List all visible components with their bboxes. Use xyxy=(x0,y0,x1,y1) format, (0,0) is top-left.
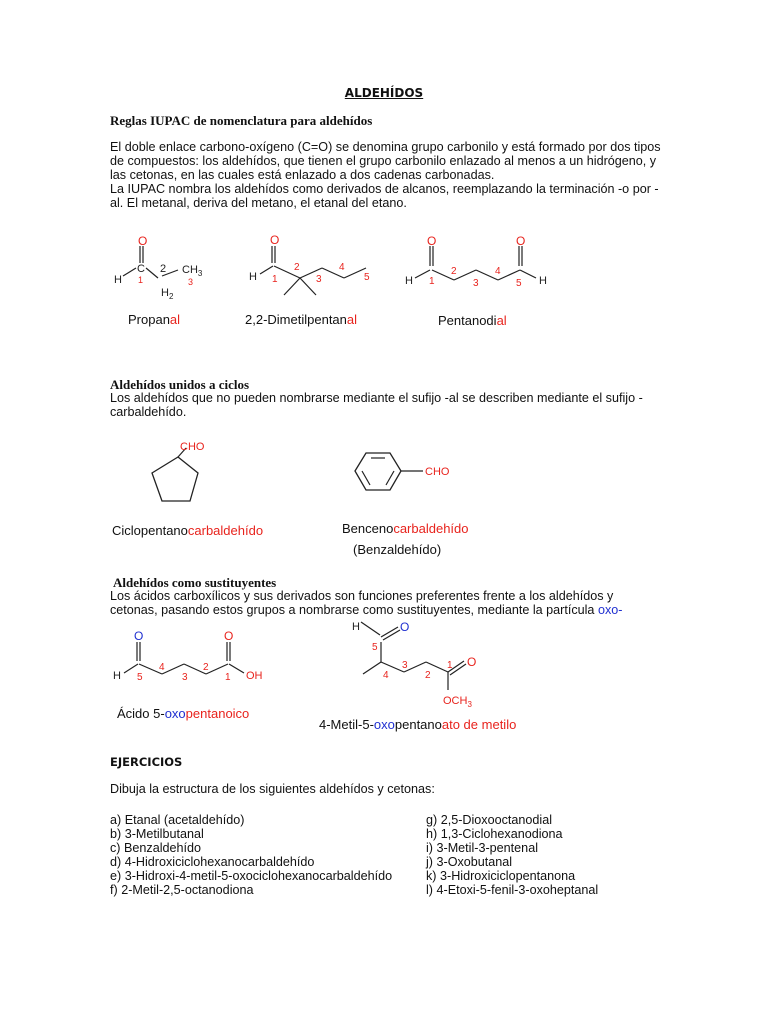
pentanodial-label: Pentanodial xyxy=(438,313,507,328)
paragraph: Los ácidos carboxílicos y sus derivados son funciones preferentes frente a los aldehídos y cetonas, pasando estos grupos a nombrarse como sustituyentes, mediante la partícula xyxy=(110,589,614,617)
hydrogen-atom: H xyxy=(352,621,360,633)
list-item: j) 3-Oxobutanal xyxy=(426,855,513,869)
carbon-number: 1 xyxy=(225,672,231,683)
ciclopentanocarbaldehido-structure xyxy=(140,435,240,515)
carbon-number: 3 xyxy=(188,277,194,287)
pentanodial-structure xyxy=(400,230,560,305)
carbon-number: 3 xyxy=(402,660,408,671)
carbon-number: 5 xyxy=(516,278,522,289)
oh-group: OH xyxy=(246,670,263,682)
list-item: a) Etanal (acetaldehído) xyxy=(110,813,245,827)
section-sustituyentes-text xyxy=(110,589,650,617)
propanal-structure xyxy=(108,230,218,305)
carbon-number: 1 xyxy=(138,275,144,285)
dimetilpentanal-structure xyxy=(240,230,380,305)
hydrogen-atom: H xyxy=(113,670,121,682)
hydrogen-atom: H xyxy=(539,275,547,287)
carbon-number: 3 xyxy=(316,274,322,285)
bencenocarbaldehido-label: Bencenocarbaldehído xyxy=(342,521,469,536)
list-item: g) 2,5-Dioxooctanodial xyxy=(426,813,553,827)
carbon-number: 4 xyxy=(383,670,389,681)
dimetilpentanal-label: 2,2-Dimetilpentanal xyxy=(245,312,358,327)
exercise-list-left xyxy=(110,813,392,897)
hydrogen-atom: H xyxy=(114,274,122,286)
carbon-number: 3 xyxy=(182,672,188,683)
paragraph: La IUPAC nombra los aldehídos como derivados de alcanos, reemplazando la terminación -o por -al. El metanal, deriva del metano, el etanal del etano. xyxy=(110,182,659,210)
hydrogen-atom: H xyxy=(405,275,413,287)
acido-oxopentanoico-structure xyxy=(108,628,278,698)
oxygen-atom: O xyxy=(134,629,144,643)
hydrogen-atom: H xyxy=(249,271,257,283)
carbon-number: 5 xyxy=(364,272,370,283)
cho-group: CHO xyxy=(180,441,205,453)
benzaldehido-label: (Benzaldehído) xyxy=(353,542,442,557)
list-item: e) 3-Hidroxi-4-metil-5-oxociclohexanocarbaldehído xyxy=(110,869,393,883)
exercises-heading: EJERCICIOS xyxy=(110,755,183,769)
list-item: l) 4-Etoxi-5-fenil-3-oxoheptanal xyxy=(426,883,599,897)
och3-group: $OCH_3$ xyxy=(443,695,472,709)
page-title: ALDEHÍDOS xyxy=(344,86,424,100)
list-item: f) 2-Metil-2,5-octanodiona xyxy=(110,883,254,897)
list-item: h) 1,3-Ciclohexanodiona xyxy=(426,827,563,841)
carbon-number: 5 xyxy=(137,672,143,683)
section-heading-ciclos: Aldehídos unidos a ciclos xyxy=(110,377,250,392)
oxygen-atom: O xyxy=(138,234,148,248)
oxo-particle: oxo- xyxy=(597,603,623,617)
carbon-number: 1 xyxy=(272,274,278,285)
section-iupac-text xyxy=(110,140,670,210)
h2-group: $H_2$ xyxy=(161,287,174,301)
oxygen-atom: O xyxy=(516,234,526,248)
exercise-list-right xyxy=(426,813,598,897)
acido-oxopentanoico-label: Ácido 5-oxopentanoico xyxy=(117,706,250,721)
ciclopentanocarbaldehido-label: Ciclopentanocarbaldehído xyxy=(112,523,264,538)
carbon-atom: C xyxy=(137,263,145,275)
oxygen-atom: O xyxy=(270,233,280,247)
section-heading-sustituyentes: Aldehídos como sustituyentes xyxy=(113,575,277,590)
list-item: b) 3-Metilbutanal xyxy=(110,827,204,841)
carbon-number: 2 xyxy=(451,266,457,277)
list-item: k) 3-Hidroxiciclopentanona xyxy=(426,869,576,883)
paragraph: El doble enlace carbono-oxígeno (C=O) se denomina grupo carbonilo y está formado por dos tipos de compuestos: los aldehídos, que tienen el grupo carbonilo enlazado al menos a un hidrógeno, y las cetonas, en las cuales está enlazado a dos cadenas carbonadas. xyxy=(110,140,661,182)
carbon-number: 3 xyxy=(473,278,479,289)
list-item: i) 3-Metil-3-pentenal xyxy=(426,841,538,855)
carbon-number: 2 xyxy=(425,670,431,681)
carbon-number: 2 xyxy=(203,662,209,673)
carbon-number: 5 xyxy=(372,642,378,653)
ch3-group: $CH_3$ xyxy=(182,264,203,278)
list-item: d) 4-Hidroxiciclohexanocarbaldehído xyxy=(110,855,315,869)
list-item: c) Benzaldehído xyxy=(110,841,202,855)
section-ciclos-text xyxy=(110,391,670,419)
carbon-number: 2 xyxy=(294,262,300,273)
oxygen-atom: O xyxy=(427,234,437,248)
carbon-number: 4 xyxy=(159,662,165,673)
section-heading-iupac: Reglas IUPAC de nomenclatura para aldehídos xyxy=(110,113,373,128)
bencenocarbaldehido-structure xyxy=(345,440,465,500)
exercises-instruction: Dibuja la estructura de los siguientes aldehídos y cetonas: xyxy=(110,782,435,796)
paragraph: Los aldehídos que no pueden nombrarse mediante el sufijo -al se describen mediante el sufijo -carbaldehído. xyxy=(110,391,643,419)
carbon-number: 1 xyxy=(447,660,453,671)
carbon-number: 2 xyxy=(160,263,167,275)
oxygen-atom: O xyxy=(224,629,234,643)
oxygen-atom: O xyxy=(467,655,477,669)
metil-oxopentanoato-structure xyxy=(350,618,490,713)
carbon-number: 1 xyxy=(429,276,435,287)
carbon-number: 4 xyxy=(339,262,345,273)
metil-oxopentanoato-label: 4-Metil-5-oxopentanoato de metilo xyxy=(319,717,517,732)
oxygen-atom: O xyxy=(400,620,410,634)
carbon-number: 4 xyxy=(495,266,501,277)
propanal-label: Propanal xyxy=(128,312,181,327)
cho-group: CHO xyxy=(425,466,450,478)
